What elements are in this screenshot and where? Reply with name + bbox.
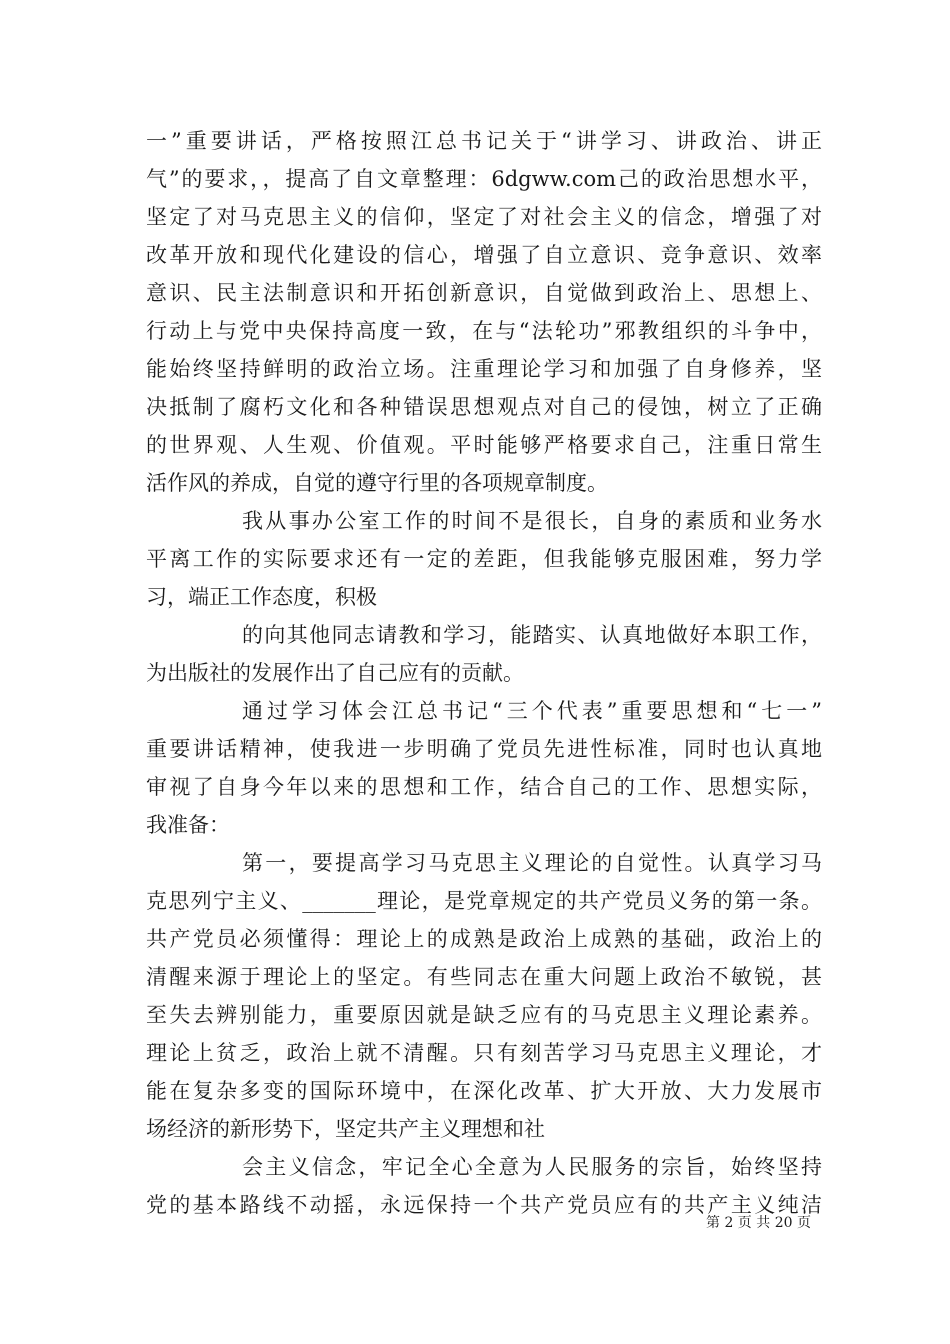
text-line: 为出版社的发展作出了自己应有的贡献。 xyxy=(146,661,524,685)
text-line: 决抵制了腐朽文化和各种错误思想观点对自己的侵蚀，树立了正确 xyxy=(146,395,822,419)
text-line: 我从事办公室工作的时间不是很长，自身的素质和业务水 xyxy=(242,509,822,533)
paragraph xyxy=(146,692,822,844)
body-text xyxy=(146,122,822,1224)
page-number-footer: 第 2 页 共 20 页 xyxy=(706,1215,811,1231)
text-line: 坚定了对马克思主义的信仰，坚定了对社会主义的信念，增强了对 xyxy=(146,205,822,229)
text-line: 清醒来源于理论上的坚定。有些同志在重大问题上政治不敏锐，甚 xyxy=(146,965,822,989)
text-line: 通过学习体会江总书记“三个代表”重要思想和“七一” xyxy=(242,699,822,723)
text-line: 能在复杂多变的国际环境中，在深化改革、扩大开放、大力发展市 xyxy=(146,1079,822,1103)
text-line: 的世界观、人生观、价值观。平时能够严格要求自己，注重日常生 xyxy=(146,433,822,457)
text-line: 重要讲话精神，使我进一步明确了党员先进性标准，同时也认真地 xyxy=(146,737,822,761)
paragraph xyxy=(146,616,822,692)
paragraph xyxy=(146,844,822,1148)
text-line: 改革开放和现代化建设的信心，增强了自立意识、竞争意识、效率 xyxy=(146,243,822,267)
paragraph xyxy=(146,502,822,616)
paragraph xyxy=(146,1148,822,1224)
text-line: 气”的要求，，提高了自文章整理：6dgww.com己的政治思想水平， xyxy=(146,167,822,191)
paragraph xyxy=(146,122,822,502)
text-line: 克思列宁主义、_______理论，是党章规定的共产党员义务的第一条。 xyxy=(146,889,822,913)
text-line: 活作风的养成，自觉的遵守行里的各项规章制度。 xyxy=(146,471,608,495)
text-line: 审视了自身今年以来的思想和工作，结合自己的工作、思想实际， xyxy=(146,775,822,799)
text-line: 场经济的新形势下，坚定共产主义理想和社 xyxy=(146,1117,545,1141)
text-line: 党的基本路线不动摇，永远保持一个共产党员应有的共产主义纯洁 xyxy=(146,1193,822,1217)
text-line: 的向其他同志请教和学习，能踏实、认真地做好本职工作， xyxy=(242,623,822,647)
text-line: 行动上与党中央保持高度一致，在与“法轮功”邪教组织的斗争中， xyxy=(146,319,822,343)
text-line: 共产党员必须懂得：理论上的成熟是政治上成熟的基础，政治上的 xyxy=(146,927,822,951)
text-line: 理论上贫乏，政治上就不清醒。只有刻苦学习马克思主义理论，才 xyxy=(146,1041,822,1065)
text-line: 能始终坚持鲜明的政治立场。注重理论学习和加强了自身修养，坚 xyxy=(146,357,822,381)
text-line: 平离工作的实际要求还有一定的差距，但我能够克服困难，努力学 xyxy=(146,547,822,571)
text-line: 意识、民主法制意识和开拓创新意识，自觉做到政治上、思想上、 xyxy=(146,281,822,305)
text-line: 会主义信念，牢记全心全意为人民服务的宗旨，始终坚持 xyxy=(242,1155,822,1179)
text-line: 一”重要讲话，严格按照江总书记关于“讲学习、讲政治、讲正 xyxy=(146,129,822,153)
text-line: 我准备： xyxy=(146,813,230,837)
text-line: 习，端正工作态度，积极 xyxy=(146,585,377,609)
text-line: 至失去辨别能力，重要原因就是缺乏应有的马克思主义理论素养。 xyxy=(146,1003,822,1027)
text-line: 第一，要提高学习马克思主义理论的自觉性。认真学习马 xyxy=(242,851,822,875)
